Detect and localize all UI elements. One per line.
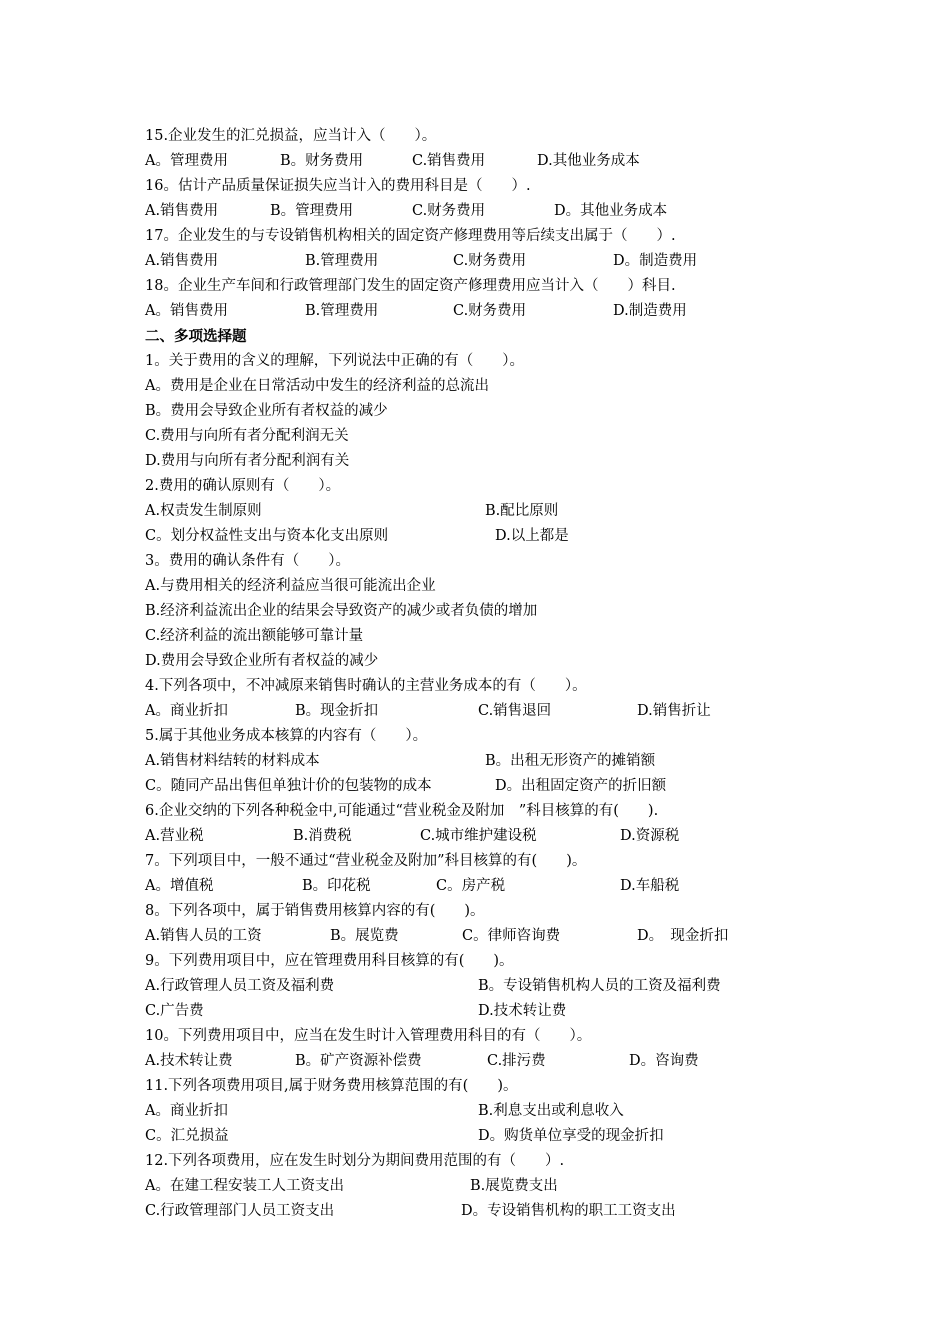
option-text: C.财务费用 (453, 303, 527, 319)
option-row (145, 1174, 825, 1199)
option-text: D。其他业务成本 (554, 203, 668, 219)
option-text: D。咨询费 (629, 1053, 699, 1069)
option-text: B。矿产资源补偿费 (295, 1053, 422, 1069)
option-text: B。展览费 (330, 928, 399, 944)
question-line: A。费用是企业在日常活动中发生的经济利益的总流出 (145, 378, 489, 394)
question-line: 15.企业发生的汇兑损益，应当计入（ ）。 (145, 128, 437, 144)
option-text: B。专设销售机构人员的工资及福利费 (478, 978, 721, 994)
option-row (145, 149, 825, 174)
option-text: A。销售费用 (145, 303, 228, 319)
question-line: 5.属于其他业务成本核算的内容有（ ）。 (145, 728, 428, 744)
option-text: C.销售费用 (412, 153, 486, 169)
option-row (145, 1049, 825, 1074)
option-row (145, 699, 825, 724)
option-text: A。商业折扣 (145, 703, 228, 719)
question-line: B。费用会导致企业所有者权益的减少 (145, 403, 388, 419)
option-text: B.利息支出或利息收入 (478, 1103, 624, 1119)
option-text: D.其他业务成本 (537, 153, 640, 169)
option-row (145, 924, 825, 949)
option-text: D。出租固定资产的折旧额 (495, 778, 667, 794)
option-text: A。增值税 (145, 878, 214, 894)
option-text: B。印花税 (302, 878, 371, 894)
option-text: A.销售人员的工资 (145, 928, 262, 944)
question-line: C.经济利益的流出额能够可靠计量 (145, 628, 364, 644)
question-line: 10。下列费用项目中，应当在发生时计入管理费用科目的有（ ）。 (145, 1028, 592, 1044)
option-row (145, 874, 825, 899)
question-line: 9。下列费用项目中，应在管理费用科目核算的有( )。 (145, 953, 514, 969)
option-text: C。划分权益性支出与资本化支出原则 (145, 528, 389, 544)
option-row (145, 749, 825, 774)
option-row (145, 299, 825, 324)
option-text: D。购货单位享受的现金折扣 (478, 1128, 664, 1144)
option-text: C。律师咨询费 (462, 928, 561, 944)
option-text: D.技术转让费 (478, 1003, 567, 1019)
option-text: D.销售折让 (637, 703, 711, 719)
option-text: C.财务费用 (453, 253, 527, 269)
option-text: A。管理费用 (145, 153, 228, 169)
question-line: 11.下列各项费用项目,属于财务费用核算范围的有( )。 (145, 1078, 518, 1094)
option-text: B。现金折扣 (295, 703, 379, 719)
question-line: 16。估计产品质量保证损失应当计入的费用科目是（ ）. (145, 178, 531, 194)
option-text: C.行政管理部门人员工资支出 (145, 1203, 335, 1219)
question-line: 3。费用的确认条件有（ ）。 (145, 553, 350, 569)
option-text: B。管理费用 (270, 203, 354, 219)
option-text: D.以上都是 (495, 528, 569, 544)
question-line: 4.下列各项中，不冲减原来销售时确认的主营业务成本的有（ ）。 (145, 678, 587, 694)
option-text: C.排污费 (487, 1053, 546, 1069)
option-text: B。出租无形资产的摊销额 (485, 753, 656, 769)
option-text: A.权责发生制原则 (145, 503, 262, 519)
question-line: 18。企业生产车间和行政管理部门发生的固定资产修理费用应当计入（ ）科目. (145, 278, 676, 294)
option-text: D。制造费用 (613, 253, 698, 269)
option-text: C。随同产品出售但单独计价的包装物的成本 (145, 778, 432, 794)
option-row (145, 1099, 825, 1124)
question-line: 1。关于费用的含义的理解，下列说法中正确的有（ ）。 (145, 353, 524, 369)
question-list (145, 124, 825, 1224)
option-text: A。商业折扣 (145, 1103, 228, 1119)
option-row (145, 1124, 825, 1149)
option-row (145, 999, 825, 1024)
option-text: B.展览费支出 (470, 1178, 558, 1194)
option-text: C.广告费 (145, 1003, 204, 1019)
question-line: C.费用与向所有者分配利润无关 (145, 428, 349, 444)
option-text: A.销售费用 (145, 203, 219, 219)
option-text: C。汇兑损益 (145, 1128, 229, 1144)
question-line: 12.下列各项费用，应在发生时划分为期间费用范围的有（ ）. (145, 1153, 565, 1169)
option-row (145, 499, 825, 524)
question-line: 8。下列各项中，属于销售费用核算内容的有( )。 (145, 903, 485, 919)
option-text: D.车船税 (620, 878, 680, 894)
option-text: A.销售材料结转的材料成本 (145, 753, 320, 769)
option-text: B.配比原则 (485, 503, 559, 519)
question-line: B.经济利益流出企业的结果会导致资产的减少或者负债的增加 (145, 603, 538, 619)
option-text: C。房产税 (436, 878, 506, 894)
option-text: B.管理费用 (305, 303, 379, 319)
option-text: C.城市维护建设税 (420, 828, 537, 844)
question-line: D.费用与向所有者分配利润有关 (145, 453, 350, 469)
option-row (145, 249, 825, 274)
option-text: D。 现金折扣 (637, 928, 729, 944)
question-line: 17。企业发生的与专设销售机构相关的固定资产修理费用等后续支出属于（ ）. (145, 228, 676, 244)
option-text: B。财务费用 (280, 153, 364, 169)
question-line: A.与费用相关的经济利益应当很可能流出企业 (145, 578, 436, 594)
option-text: C.销售退回 (478, 703, 552, 719)
question-line: 6.企业交纳的下列各种税金中,可能通过“营业税金及附加 ”科目核算的有( ). (145, 803, 659, 819)
option-text: A.销售费用 (145, 253, 219, 269)
question-line: D.费用会导致企业所有者权益的减少 (145, 653, 379, 669)
section-heading: 二、多项选择题 (145, 328, 247, 345)
option-text: D.资源税 (620, 828, 680, 844)
question-line: 2.费用的确认原则有（ ）。 (145, 478, 341, 494)
option-text: D。专设销售机构的职工工资支出 (461, 1203, 676, 1219)
option-row (145, 524, 825, 549)
option-text: D.制造费用 (613, 303, 687, 319)
option-row (145, 774, 825, 799)
question-line: 7。下列项目中，一般不通过“营业税金及附加”科目核算的有( )。 (145, 853, 587, 869)
option-text: B.管理费用 (305, 253, 379, 269)
option-row (145, 824, 825, 849)
option-row (145, 1199, 825, 1224)
option-text: A.营业税 (145, 828, 204, 844)
option-row (145, 974, 825, 999)
option-text: A.行政管理人员工资及福利费 (145, 978, 335, 994)
option-text: C.财务费用 (412, 203, 486, 219)
option-text: B.消费税 (293, 828, 352, 844)
option-row (145, 199, 825, 224)
option-text: A。在建工程安装工人工资支出 (145, 1178, 344, 1194)
option-text: A.技术转让费 (145, 1053, 233, 1069)
